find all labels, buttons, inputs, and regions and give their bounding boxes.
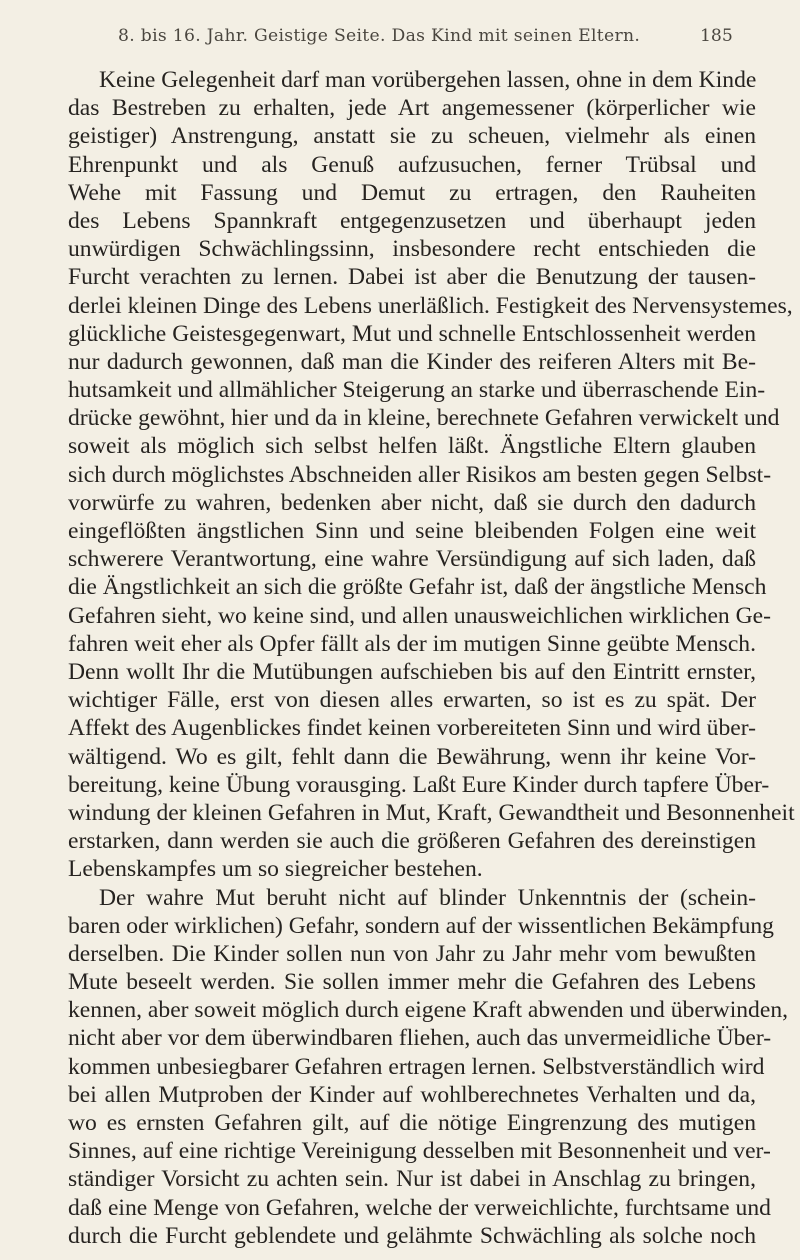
page-number: 185	[700, 26, 733, 46]
text-line: durch die Furcht geblendete und gelähmte Schwächling als solche noch	[68, 1222, 756, 1249]
text-line: hutsamkeit und allmählicher Steigerung an starke und überraschende Ein-	[68, 377, 766, 404]
text-line: nur dadurch gewonnen, daß man die Kinder des reiferen Alters mit Be-	[68, 348, 756, 375]
text-line: sich durch möglichstes Abschneiden aller Risikos am besten gegen Selbst-	[68, 461, 772, 488]
text-line: bereitung, keine Übung vorausging. Laßt Eure Kinder durch tapfere Über-	[68, 771, 770, 798]
text-line: Furcht verachten zu lernen. Dabei ist aber die Benutzung der tausen-	[68, 264, 756, 291]
text-line: ständiger Vorsicht zu achten sein. Nur ist dabei in Anschlag zu bringen,	[68, 1166, 756, 1193]
text-line: bei allen Mutproben der Kinder auf wohlberechnetes Verhalten und da,	[68, 1081, 756, 1108]
text-line: Mute beseelt werden. Sie sollen immer mehr die Gefahren des Lebens	[68, 969, 756, 996]
text-line: soweit als möglich sich selbst helfen läßt. Ängstliche Eltern glauben	[68, 433, 756, 460]
text-line: Der wahre Mut beruht nicht auf blinder Unkenntnis der (schein-	[99, 884, 756, 911]
text-line: Keine Gelegenheit darf man vorübergehen lassen, ohne in dem Kinde	[99, 67, 757, 93]
text-line: windung der kleinen Gefahren in Mut, Kraft, Gewandtheit und Besonnenheit	[68, 799, 795, 826]
text-line: Affekt des Augenblickes findet keinen vorbereiteten Sinn und wird über-	[68, 715, 756, 742]
text-line: drücke gewöhnt, hier und da in kleine, berechnete Gefahren verwickelt und	[68, 405, 780, 432]
text-line: kommen unbesiegbarer Gefahren ertragen lernen. Selbstverständlich wird	[68, 1053, 765, 1080]
text-line: des Lebens Spannkraft entgegenzusetzen und überhaupt jeden	[68, 207, 756, 234]
text-line: geistiger) Anstrengung, anstatt sie zu scheuen, vielmehr als einen	[68, 123, 756, 150]
text-line: unwürdigen Schwächlingssinn, insbesondere recht entschieden die	[68, 236, 756, 263]
text-line: kennen, aber soweit möglich durch eigene Kraft abwenden und überwinden,	[68, 997, 789, 1024]
text-line: wältigend. Wo es gilt, fehlt dann die Bewährung, wenn ihr keine Vor-	[68, 743, 756, 770]
text-line: das Bestreben zu erhalten, jede Art angemessener (körperlicher wie	[68, 95, 756, 122]
text-line: Sinnes, auf eine richtige Vereinigung desselben mit Besonnenheit und ver-	[68, 1138, 771, 1165]
text-line: fahren weit eher als Opfer fällt als der im mutigen Sinne geübte Mensch.	[68, 630, 756, 657]
text-line: derlei kleinen Dinge des Lebens unerläßlich. Festigkeit des Nervensystemes,	[68, 292, 793, 319]
text-line: derselben. Die Kinder sollen nun von Jahr zu Jahr mehr vom bewußten	[68, 940, 756, 967]
text-line: wichtiger Fälle, erst von diesen alles erwarten, so ist es zu spät. Der	[68, 687, 756, 714]
text-line: erstarken, dann werden sie auch die größeren Gefahren des dereinstigen	[68, 828, 756, 855]
text-line: eingeflößten ängstlichen Sinn und seine bleibenden Folgen eine weit	[68, 518, 756, 545]
text-line: baren oder wirklichen) Gefahr, sondern auf der wissentlichen Bekämpfung	[68, 912, 774, 939]
text-line: Gefahren sieht, wo keine sind, und allen unausweichlichen wirklichen Ge-	[68, 602, 771, 629]
text-line: Lebenskampfes um so siegreicher bestehen.	[68, 856, 483, 883]
text-line: Wehe mit Fassung und Demut zu ertragen, den Rauheiten	[68, 179, 756, 206]
text-line: schwerere Verantwortung, eine wahre Versündigung auf sich laden, daß	[68, 546, 756, 573]
text-line: Ehrenpunkt und als Genuß aufzusuchen, ferner Trübsal und	[68, 151, 756, 178]
text-line: nicht aber vor dem überwindbaren fliehen, auch das unvermeidliche Über-	[68, 1025, 772, 1052]
text-line: die Ängstlichkeit an sich die größte Gefahr ist, daß der ängstliche Mensch	[68, 574, 767, 601]
text-line: wo es ernsten Gefahren gilt, auf die nötige Eingrenzung des mutigen	[68, 1110, 756, 1137]
text-line: vorwürfe zu wahren, bedenken aber nicht, daß sie durch den dadurch	[68, 489, 756, 516]
text-line: glückliche Geistesgegenwart, Mut und schnelle Entschlossenheit werden	[68, 320, 756, 347]
text-line: Denn wollt Ihr die Mutübungen aufschieben bis auf den Eintritt ernster,	[68, 659, 756, 685]
text-line: daß eine Menge von Gefahren, welche der verweichlichte, furchtsame und	[68, 1194, 771, 1221]
running-head-title: 8. bis 16. Jahr. Geistige Seite. Das Kind mit seinen Eltern.	[118, 26, 641, 46]
running-head	[0, 0, 800, 70]
